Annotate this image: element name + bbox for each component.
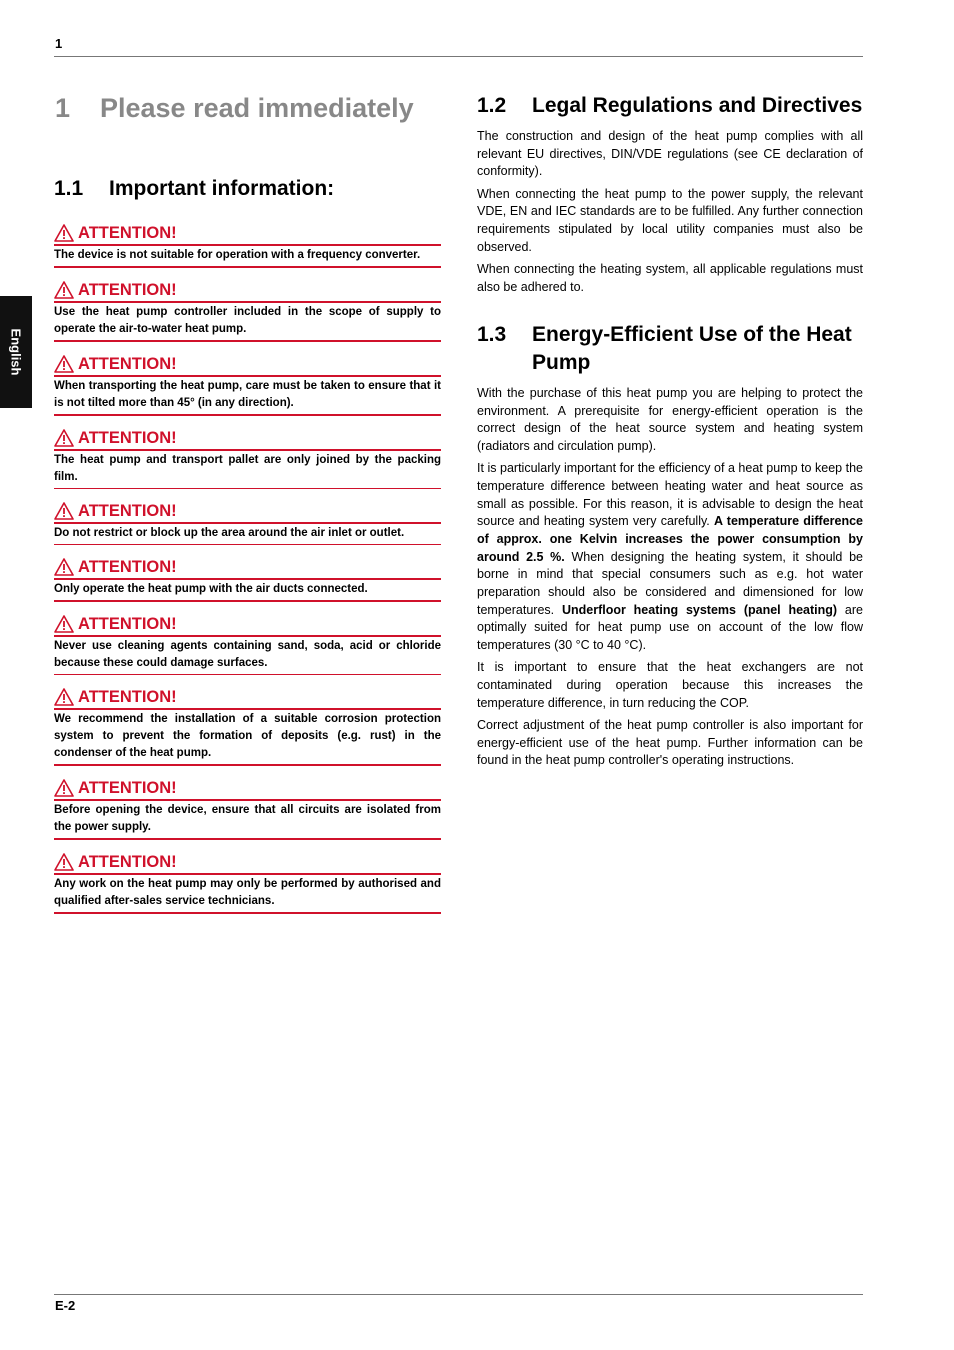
warning-header xyxy=(54,778,441,801)
paragraph: The construction and design of the heat pump complies with all relevant EU directives, DIN/VDE regulations (see CE declaration of conformity). xyxy=(477,129,863,179)
paragraph: With the purchase of this heat pump you are helping to protect the environment. A prerequisite for energy-efficient operation is the correct design of the heat source system and heating system (radiators and circulation pump). xyxy=(477,385,863,453)
section-number: 1.1 xyxy=(54,177,84,200)
header-section-number: 1 xyxy=(55,36,63,51)
warning-header xyxy=(54,852,441,875)
section-number: 1.2 xyxy=(477,94,507,117)
left-column xyxy=(54,175,441,926)
warning-label: ATTENTION! xyxy=(78,501,177,520)
warning-block xyxy=(54,778,441,840)
warning-triangle-icon xyxy=(54,853,74,871)
footer-page-number: E-2 xyxy=(55,1298,76,1313)
warning-label: ATTENTION! xyxy=(78,687,177,706)
warning-text: Never use cleaning agents containing sand, soda, acid or chloride because these could damage surfaces. xyxy=(54,637,441,675)
warning-block xyxy=(54,687,441,766)
footer-rule xyxy=(54,1294,863,1295)
warning-header xyxy=(54,223,441,246)
warning-triangle-icon xyxy=(54,502,74,520)
bold-text: Underfloor heating systems (panel heating) xyxy=(561,602,838,617)
warning-triangle-icon xyxy=(54,281,74,299)
warning-block xyxy=(54,428,441,489)
section-heading-1-2 xyxy=(477,92,863,120)
warning-triangle-icon xyxy=(54,615,74,633)
warning-text: Use the heat pump controller included in the scope of supply to operate the air-to-water heat pump. xyxy=(54,303,441,342)
warning-text: Before opening the device, ensure that all circuits are isolated from the power supply. xyxy=(54,801,441,840)
warning-block xyxy=(54,223,441,268)
warning-text: When transporting the heat pump, care must be taken to ensure that it is not tilted more than 45° (in any direction). xyxy=(54,377,441,416)
language-tab-label: English xyxy=(8,328,24,376)
paragraph xyxy=(477,460,863,655)
text-run: It is particularly important for the efficiency of a heat pump to keep the temperature difference between heating water and heat source as small as possible. For this reason, it is advisable to design the heat source and heating system very carefully. xyxy=(477,461,863,529)
warning-header xyxy=(54,501,441,524)
header-rule xyxy=(54,56,863,57)
warning-header xyxy=(54,687,441,710)
text-run: When designing the heating system, it should be borne in mind that special consumers such as e.g. hot water preparation should also be considered and dimensioned for low temperatures. xyxy=(477,549,863,617)
section-spacer xyxy=(477,301,863,321)
warning-triangle-icon xyxy=(54,558,74,576)
warning-label: ATTENTION! xyxy=(78,428,177,447)
section-number: 1.3 xyxy=(477,322,507,346)
warning-header xyxy=(54,280,441,303)
warning-label: ATTENTION! xyxy=(78,614,177,633)
language-tab xyxy=(0,296,32,408)
warning-triangle-icon xyxy=(54,429,74,447)
warning-triangle-icon xyxy=(54,355,74,373)
warning-text: Any work on the heat pump may only be performed by authorised and qualified after-sales service technicians. xyxy=(54,875,441,914)
warning-text: The heat pump and transport pallet are only joined by the packing film. xyxy=(54,451,441,489)
warning-triangle-icon xyxy=(54,779,74,797)
text-run: are optimally suited for heat pump use on account of the low flow temperatures (30 °C to 40 °C). xyxy=(477,602,863,653)
warning-label: ATTENTION! xyxy=(78,280,177,299)
warning-header xyxy=(54,614,441,637)
section-heading-1-1 xyxy=(54,175,441,203)
section-title: Energy-Efficient Use of the Heat Pump xyxy=(532,322,852,374)
warning-text: The device is not suitable for operation with a frequency converter. xyxy=(54,246,441,268)
paragraph: When connecting the heat pump to the power supply, the relevant VDE, EN and IEC standards are to be fulfilled. Any further connection requirements stipulated by local utility companies must also be observed. xyxy=(477,186,863,254)
warning-label: ATTENTION! xyxy=(78,354,177,373)
warning-header xyxy=(54,428,441,451)
section-heading-1-3 xyxy=(477,321,863,377)
warning-triangle-icon xyxy=(54,224,74,242)
warning-block xyxy=(54,614,441,675)
warning-block xyxy=(54,501,441,545)
warning-text: Do not restrict or block up the area around the air inlet or outlet. xyxy=(54,524,441,545)
warning-list xyxy=(54,223,441,914)
right-column xyxy=(477,92,863,775)
warning-text: We recommend the installation of a suitable corrosion protection system to prevent the formation of deposits (e.g. rust) in the condenser of the heat pump. xyxy=(54,710,441,766)
paragraph: When connecting the heating system, all applicable regulations must also be adhered to. xyxy=(477,261,863,294)
warning-header xyxy=(54,557,441,580)
warning-header xyxy=(54,354,441,377)
warning-label: ATTENTION! xyxy=(78,223,177,242)
warning-text: Only operate the heat pump with the air ducts connected. xyxy=(54,580,441,602)
section-title: Important information: xyxy=(109,177,335,200)
warning-block xyxy=(54,280,441,342)
warning-block xyxy=(54,557,441,602)
warning-block xyxy=(54,354,441,416)
chapter-number: 1 xyxy=(55,93,71,123)
bold-text: A temperature difference of approx. one Kelvin increases the power consumption by around 2.5 %. xyxy=(477,514,864,564)
chapter-title xyxy=(55,92,435,124)
warning-label: ATTENTION! xyxy=(78,852,177,871)
section-title: Legal Regulations and Directives xyxy=(532,94,863,117)
paragraph: Correct adjustment of the heat pump controller is also important for energy-efficient use of the heat pump. Further information can be found in the heat pump controller's operating instructions. xyxy=(477,717,863,768)
warning-block xyxy=(54,852,441,914)
warning-label: ATTENTION! xyxy=(78,778,177,797)
paragraph: It is important to ensure that the heat exchangers are not contaminated during operation because this increases the temperature difference, in turn reducing the COP. xyxy=(477,660,863,710)
chapter-title-text: Please read immediately xyxy=(100,93,414,123)
warning-triangle-icon xyxy=(54,688,74,706)
warning-label: ATTENTION! xyxy=(78,557,177,576)
